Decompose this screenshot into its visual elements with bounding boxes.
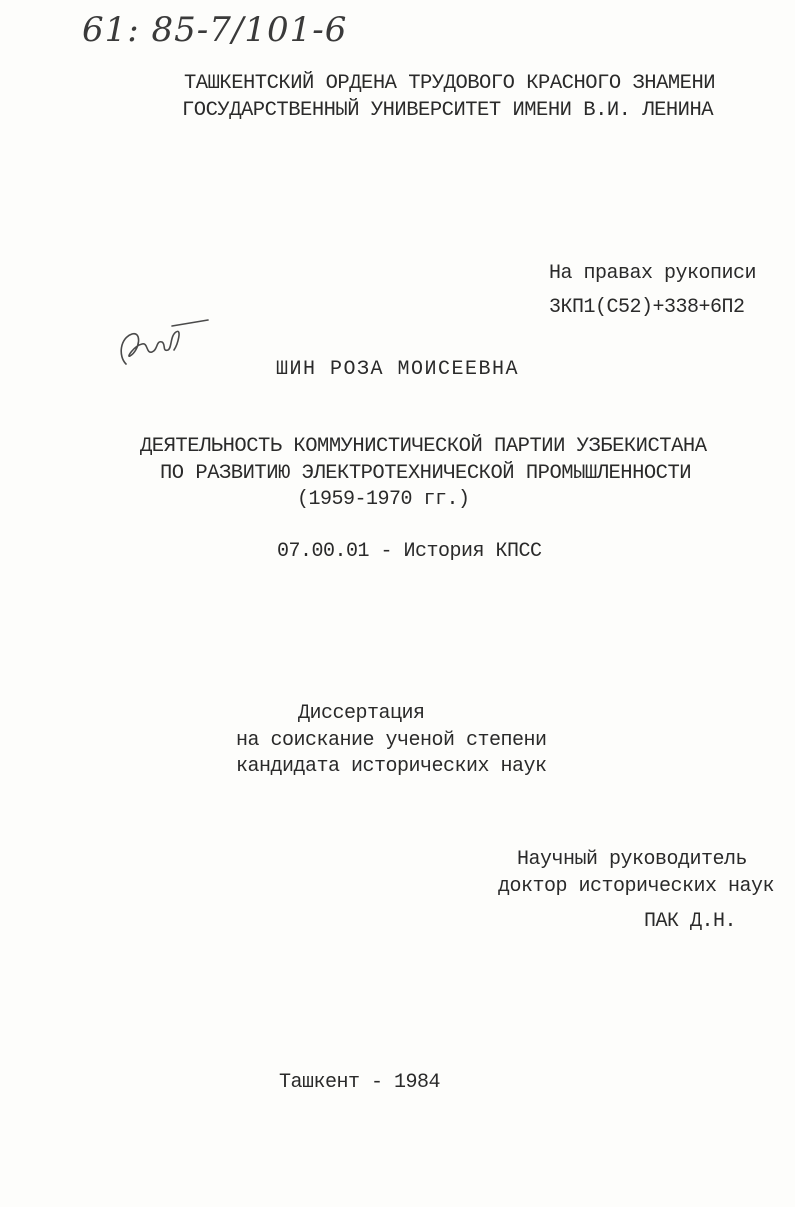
archive-mark: 61: 85-7/101-6: [82, 10, 348, 50]
institution-line-2: ГОСУДАРСТВЕННЫЙ УНИВЕРСИТЕТ ИМЕНИ В.И. ЛЕНИНА: [182, 99, 714, 122]
institution-line-1: ТАШКЕНТСКИЙ ОРДЕНА ТРУДОВОГО КРАСНОГО ЗНАМЕНИ: [184, 72, 716, 95]
specialty-code: 07.00.01 - История КПСС: [277, 540, 542, 563]
supervisor-degree: доктор исторических наук: [498, 875, 775, 898]
dissertation-label: Диссертация: [298, 702, 425, 725]
title-line-3: (1959-1970 гг.): [297, 488, 470, 511]
signature-mark: [112, 316, 212, 372]
author-name: ШИН РОЗА МОИСЕЕВНА: [276, 358, 520, 381]
udc-code: 3КП1(С52)+338+6П2: [549, 296, 745, 319]
supervisor-label: Научный руководитель: [517, 848, 748, 871]
title-line-2: ПО РАЗВИТИЮ ЭЛЕКТРОТЕХНИЧЕСКОЙ ПРОМЫШЛЕННОСТИ: [160, 462, 692, 485]
degree-line: на соискание ученой степени: [236, 729, 547, 752]
title-line-1: ДЕЯТЕЛЬНОСТЬ КОММУНИСТИЧЕСКОЙ ПАРТИИ УЗБЕКИСТАНА: [140, 435, 707, 458]
rights-note: На правах рукописи: [549, 262, 757, 285]
city-year: Ташкент - 1984: [279, 1071, 441, 1094]
degree-field: кандидата исторических наук: [236, 755, 547, 778]
supervisor-name: ПАК Д.Н.: [644, 910, 737, 933]
